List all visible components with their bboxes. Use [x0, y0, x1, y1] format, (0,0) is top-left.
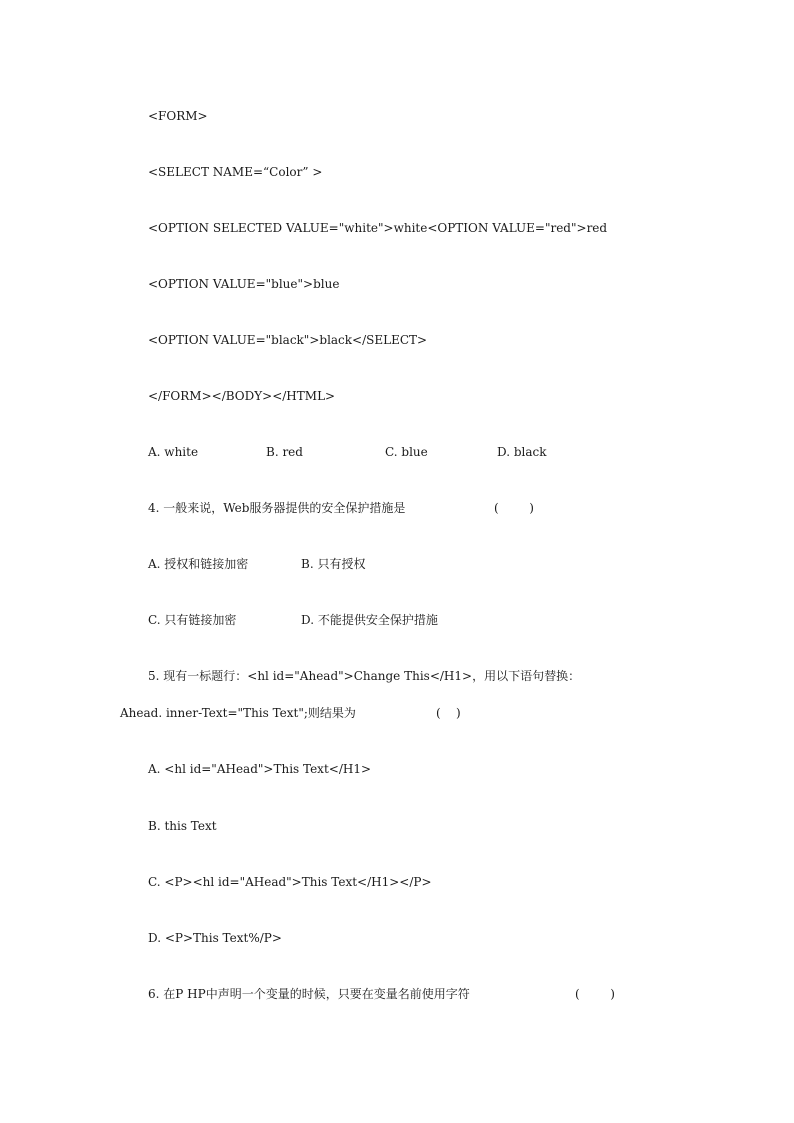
q4-stem: 4. 一般来说，Web服务器提供的安全保护措施是: [148, 501, 406, 515]
q6-answer-blank: ( ): [575, 987, 615, 1001]
code-line-form-open: <FORM>: [148, 109, 208, 123]
q5-option-d: D. <P>This Text%/P>: [148, 931, 282, 945]
code-line-select-open: <SELECT NAME=“Color” >: [148, 165, 323, 179]
q4-option-a: A. 授权和链接加密: [148, 557, 249, 571]
q6-stem: 6. 在P HP中声明一个变量的时候，只要在变量名前使用字符: [148, 987, 470, 1001]
q5-answer-blank: ( ): [436, 706, 461, 720]
q5-stem-line1: 5. 现有一标题行：<hl id="Ahead">Change This</H1>，用以下语句替换：: [148, 669, 581, 683]
code-line-form-close: </FORM></BODY></HTML>: [148, 389, 336, 403]
code-line-option-blue: <OPTION VALUE="blue">blue: [148, 277, 340, 291]
q5-stem-line2: Ahead. inner-Text="This Text";则结果为: [120, 706, 356, 720]
q3-option-b: B. red: [266, 445, 303, 459]
q4-options-row2: [148, 612, 438, 676]
q3-option-a: A. white: [148, 445, 199, 459]
q3-option-c: C. blue: [385, 445, 428, 459]
q4-option-d: D. 不能提供安全保护措施: [301, 613, 438, 627]
q4-option-b: B. 只有授权: [301, 557, 366, 571]
q5-option-a: A. <hl id="AHead">This Text</H1>: [148, 762, 372, 776]
q4-option-c: C. 只有链接加密: [148, 613, 237, 627]
q5-option-b: B. this Text: [148, 819, 217, 833]
code-line-option-white-red: <OPTION SELECTED VALUE="white">white<OPTION VALUE="red">red: [148, 221, 608, 235]
q5-option-c: C. <P><hl id="AHead">This Text</H1></P>: [148, 875, 432, 889]
code-line-option-black: <OPTION VALUE="black">black</SELECT>: [148, 333, 428, 347]
q4-answer-blank: ( ): [494, 501, 534, 515]
q3-option-d: D. black: [497, 445, 547, 459]
